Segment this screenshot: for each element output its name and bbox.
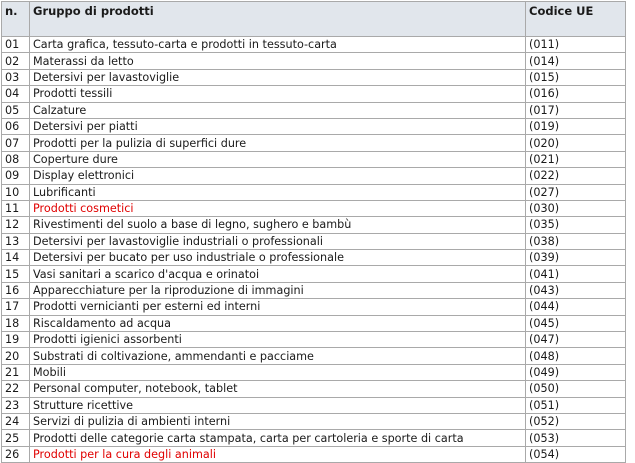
table-row (2, 348, 626, 364)
table-row (2, 184, 626, 200)
row-number: 25 (2, 430, 30, 446)
row-product-group: Coperture dure (30, 151, 526, 167)
table-row (2, 332, 626, 348)
row-product-group: Personal computer, notebook, tablet (30, 381, 526, 397)
table-row (2, 381, 626, 397)
row-eu-code: (017) (526, 102, 626, 118)
row-eu-code: (052) (526, 413, 626, 429)
row-eu-code: (047) (526, 332, 626, 348)
row-number: 11 (2, 200, 30, 216)
row-product-group: Prodotti tessili (30, 86, 526, 102)
row-product-group: Prodotti per la pulizia di superfici dure (30, 135, 526, 151)
table-row (2, 413, 626, 429)
row-product-group: Prodotti delle categorie carta stampata, carta per cartoleria e sporte di carta (30, 430, 526, 446)
table-row (2, 135, 626, 151)
table-row (2, 151, 626, 167)
header-product-group: Gruppo di prodotti (30, 2, 526, 37)
table-row (2, 364, 626, 380)
row-number: 10 (2, 184, 30, 200)
row-eu-code: (027) (526, 184, 626, 200)
row-eu-code: (043) (526, 282, 626, 298)
row-product-group: Riscaldamento ad acqua (30, 315, 526, 331)
table-row (2, 446, 626, 462)
row-product-group: Apparecchiature per la riproduzione di immagini (30, 282, 526, 298)
row-product-group: Carta grafica, tessuto-carta e prodotti in tessuto-carta (30, 37, 526, 53)
row-number: 13 (2, 233, 30, 249)
row-number: 19 (2, 332, 30, 348)
table-row (2, 118, 626, 134)
row-number: 23 (2, 397, 30, 413)
row-product-group: Prodotti vernicianti per esterni ed interni (30, 299, 526, 315)
table-row (2, 168, 626, 184)
row-eu-code: (038) (526, 233, 626, 249)
row-product-group: Calzature (30, 102, 526, 118)
row-product-group: Substrati di coltivazione, ammendanti e pacciame (30, 348, 526, 364)
row-product-group: Detersivi per bucato per uso industriale o professionale (30, 250, 526, 266)
table-row (2, 299, 626, 315)
row-product-group: Display elettronici (30, 168, 526, 184)
row-number: 24 (2, 413, 30, 429)
row-eu-code: (020) (526, 135, 626, 151)
table-row (2, 37, 626, 53)
row-number: 14 (2, 250, 30, 266)
table-row (2, 397, 626, 413)
row-number: 17 (2, 299, 30, 315)
row-number: 16 (2, 282, 30, 298)
row-number: 05 (2, 102, 30, 118)
table-row (2, 282, 626, 298)
row-eu-code: (030) (526, 200, 626, 216)
row-eu-code: (021) (526, 151, 626, 167)
row-eu-code: (053) (526, 430, 626, 446)
row-eu-code: (049) (526, 364, 626, 380)
table-body (2, 37, 626, 463)
row-product-group: Rivestimenti del suolo a base di legno, sughero e bambù (30, 217, 526, 233)
table-row (2, 266, 626, 282)
row-eu-code: (035) (526, 217, 626, 233)
row-product-group: Prodotti per la cura degli animali (30, 446, 526, 462)
row-eu-code: (016) (526, 86, 626, 102)
row-product-group: Detersivi per lavastoviglie industriali o professionali (30, 233, 526, 249)
table-row (2, 86, 626, 102)
table-row (2, 233, 626, 249)
row-eu-code: (022) (526, 168, 626, 184)
row-eu-code: (054) (526, 446, 626, 462)
table-row (2, 217, 626, 233)
row-eu-code: (041) (526, 266, 626, 282)
table-row (2, 69, 626, 85)
table-row (2, 315, 626, 331)
row-product-group: Lubrificanti (30, 184, 526, 200)
row-product-group: Materassi da letto (30, 53, 526, 69)
row-eu-code: (050) (526, 381, 626, 397)
row-eu-code: (014) (526, 53, 626, 69)
row-number: 08 (2, 151, 30, 167)
row-number: 20 (2, 348, 30, 364)
row-number: 03 (2, 69, 30, 85)
header-number: n. (2, 2, 30, 37)
row-product-group: Strutture ricettive (30, 397, 526, 413)
row-eu-code: (039) (526, 250, 626, 266)
header-eu-code: Codice UE (526, 2, 626, 37)
row-product-group: Detersivi per lavastoviglie (30, 69, 526, 85)
row-number: 21 (2, 364, 30, 380)
row-eu-code: (019) (526, 118, 626, 134)
row-eu-code: (015) (526, 69, 626, 85)
table-row (2, 53, 626, 69)
row-number: 09 (2, 168, 30, 184)
row-number: 04 (2, 86, 30, 102)
table-row (2, 430, 626, 446)
row-product-group: Detersivi per piatti (30, 118, 526, 134)
row-number: 07 (2, 135, 30, 151)
row-product-group: Servizi di pulizia di ambienti interni (30, 413, 526, 429)
row-product-group: Vasi sanitari a scarico d'acqua e orinatoi (30, 266, 526, 282)
row-product-group: Prodotti cosmetici (30, 200, 526, 216)
row-eu-code: (051) (526, 397, 626, 413)
row-eu-code: (011) (526, 37, 626, 53)
row-number: 02 (2, 53, 30, 69)
row-number: 22 (2, 381, 30, 397)
row-number: 12 (2, 217, 30, 233)
row-eu-code: (048) (526, 348, 626, 364)
table-row (2, 102, 626, 118)
row-eu-code: (045) (526, 315, 626, 331)
row-number: 18 (2, 315, 30, 331)
row-eu-code: (044) (526, 299, 626, 315)
table-row (2, 200, 626, 216)
row-number: 15 (2, 266, 30, 282)
product-groups-table (1, 1, 626, 463)
table-row (2, 250, 626, 266)
table-header-row (2, 2, 626, 37)
row-product-group: Prodotti igienici assorbenti (30, 332, 526, 348)
row-number: 01 (2, 37, 30, 53)
row-number: 26 (2, 446, 30, 462)
row-number: 06 (2, 118, 30, 134)
row-product-group: Mobili (30, 364, 526, 380)
